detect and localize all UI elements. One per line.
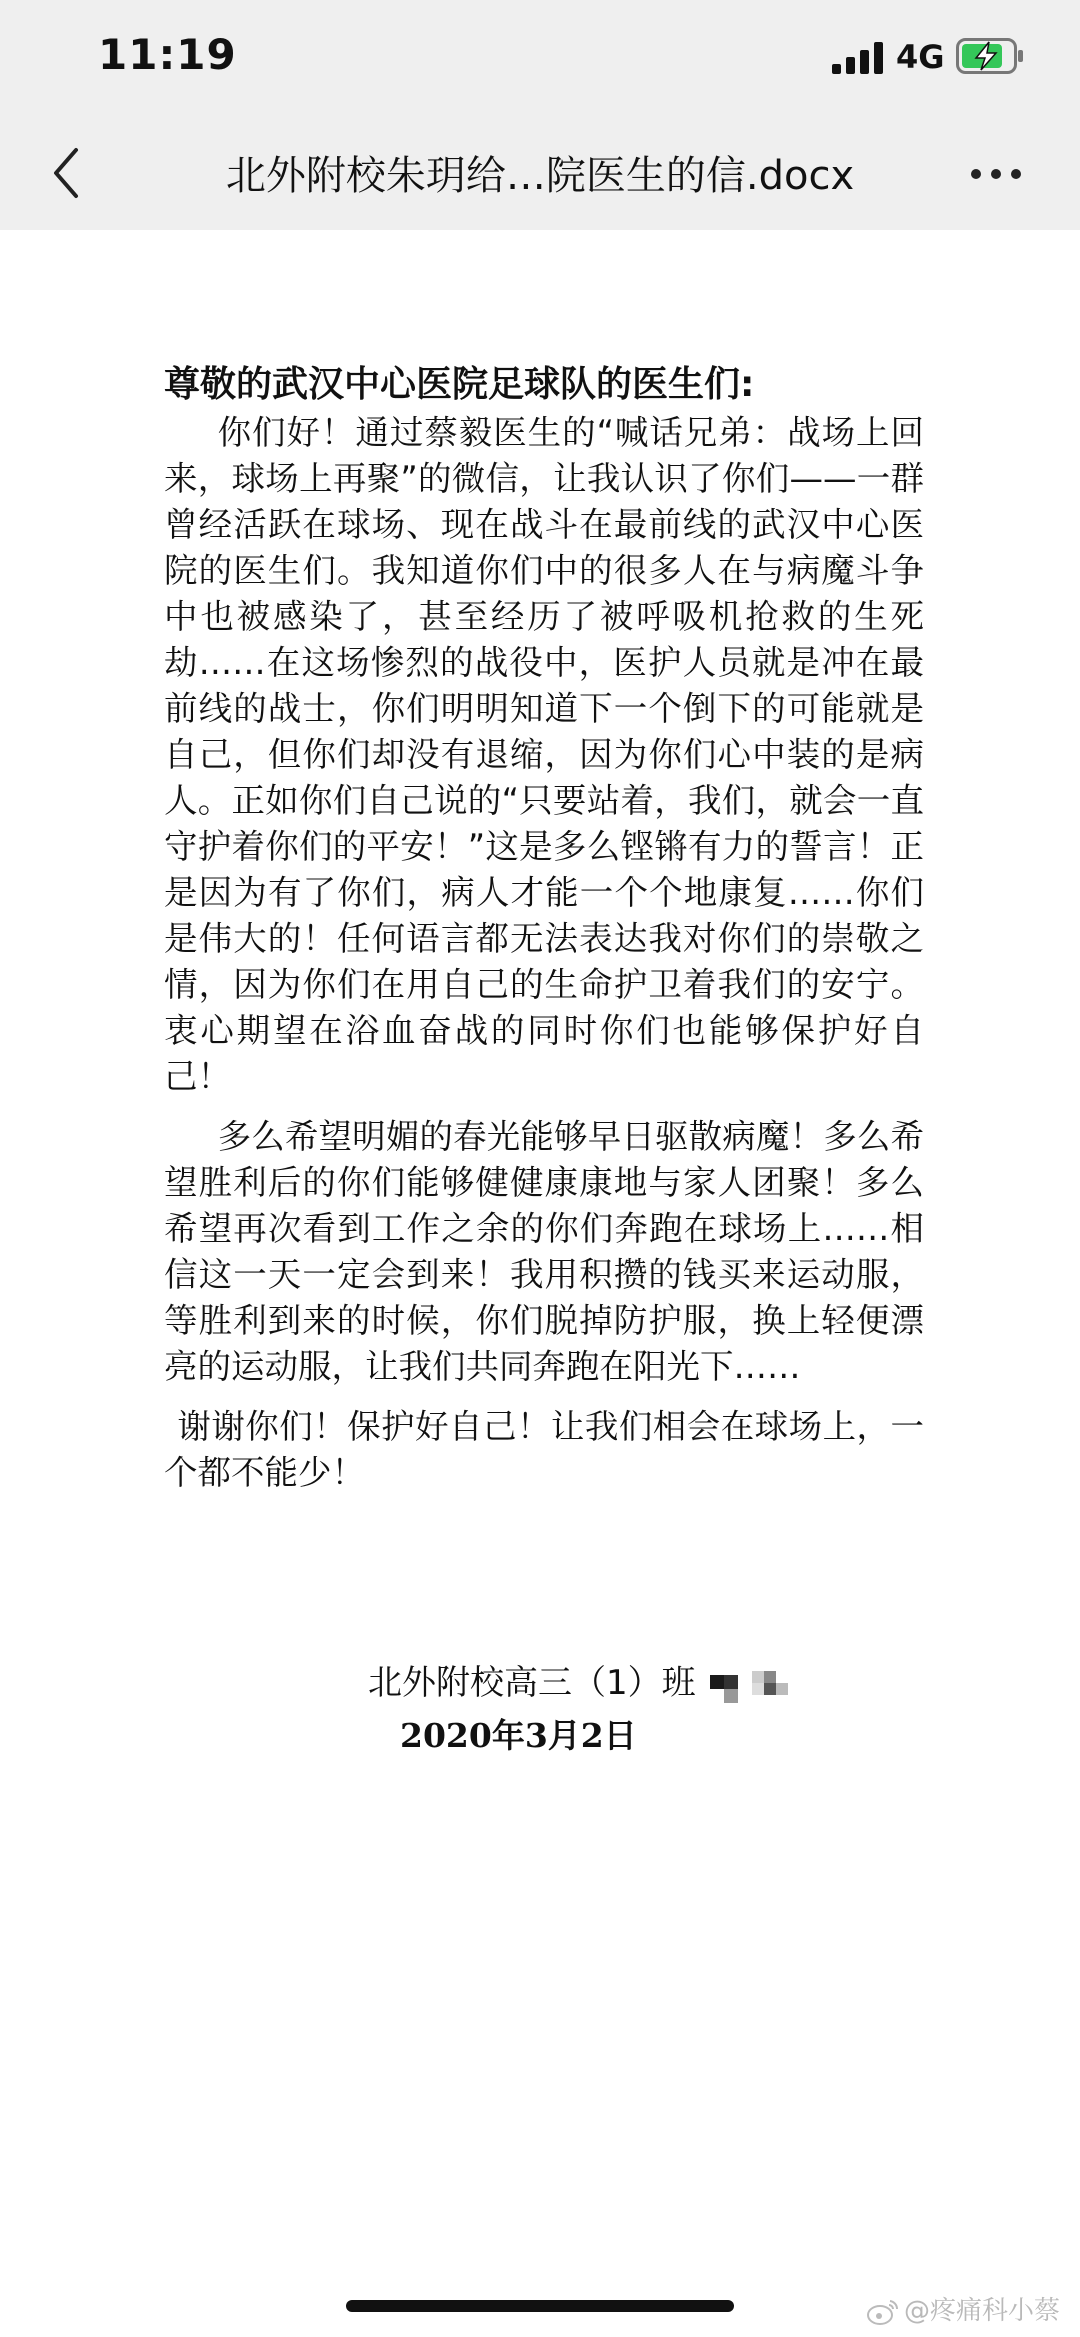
letter-date: 2020年3月2日 [400, 1716, 637, 1755]
watermark-text: @疼痛科小蔡 [904, 2296, 1061, 2326]
letter-signature [368, 1660, 790, 1706]
document-viewer[interactable] [0, 230, 1080, 2337]
home-indicator[interactable] [346, 2300, 734, 2312]
battery-charging-icon [956, 38, 1024, 74]
signature-class: 北外附校高三（1）班 [368, 1663, 696, 1703]
letter-greeting: 尊敬的武汉中心医院足球队的医生们: [164, 364, 755, 405]
back-chevron-icon[interactable] [44, 142, 92, 204]
letter-paragraph-1: 你们好！通过蔡毅医生的“喊话兄弟：战场上回来，球场上再聚”的微信，让我认识了你们——一群曾经活跃在球场、现在战斗在最前线的武汉中心医院的医生们。我知道你们中的很多人在与病魔斗争中也被感染了，甚至经历了被呼吸机抢救的生死劫……在这场惨烈的战役中，医护人员就是冲在最前线的战士，你们明明知道下一个倒下的可能就是自己，但你们却没有退缩，因为你们心中装的是病人。正如你们自己说的“只要站着，我们，就会一直守护着你们的平安！”这是多么铿锵有力的誓言！正是因为有了你们，病人才能一个个地康复……你们是伟大的！任何语言都无法表达我对你们的崇敬之情，因为你们在用自己的生命护卫着我们的安宁。衷心期望在浴血奋战的同时你们也能够保护好自己！ [164, 413, 924, 1096]
watermark [866, 2290, 1060, 2327]
signal-icon [832, 42, 886, 74]
status-time: 11:19 [98, 30, 237, 79]
letter-body [164, 362, 924, 1496]
nav-bar [0, 120, 1080, 230]
weibo-icon [866, 2298, 900, 2326]
redacted-name-mosaic [710, 1665, 790, 1705]
more-dots-icon[interactable] [966, 152, 1026, 196]
status-bar [0, 0, 1080, 120]
letter-closing: 谢谢你们！保护好自己！让我们相会在球场上，一个都不能少！ [164, 1407, 924, 1492]
document-title: 北外附校朱玥给…院医生的信.docx [225, 153, 855, 199]
network-label: 4G [896, 38, 945, 76]
letter-paragraph-2: 多么希望明媚的春光能够早日驱散病魔！多么希望胜利后的你们能够健健康康地与家人团聚！多么希望再次看到工作之余的你们奔跑在球场上……相信这一天一定会到来！我用积攒的钱买来运动服，等胜利到来的时候，你们脱掉防护服，换上轻便漂亮的运动服，让我们共同奔跑在阳光下…… [164, 1117, 924, 1386]
